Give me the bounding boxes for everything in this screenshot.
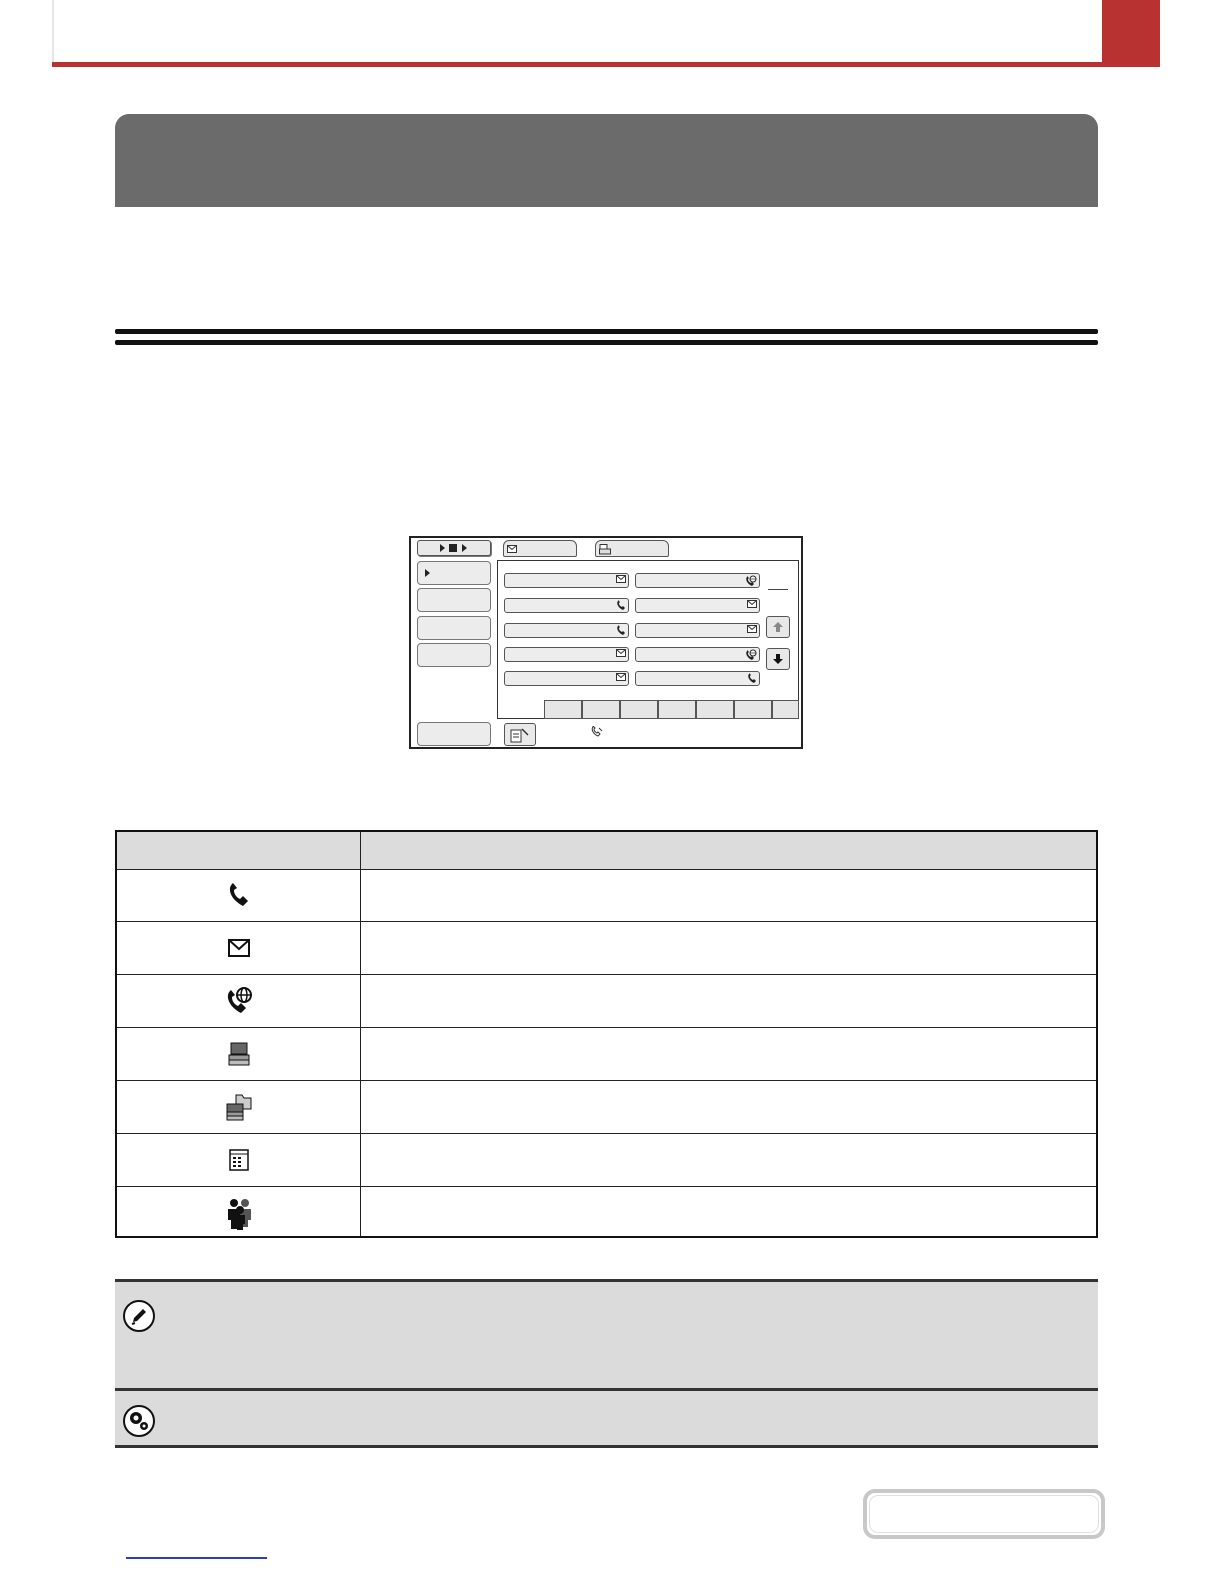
index-tab[interactable]	[696, 700, 734, 719]
address-entry[interactable]	[504, 573, 629, 588]
table-row	[117, 975, 1096, 1028]
phone-icon	[227, 882, 251, 908]
gear-icon	[123, 1405, 155, 1437]
address-icon-table	[115, 830, 1098, 1238]
left-tab-3[interactable]	[417, 616, 491, 640]
left-tab-1[interactable]	[417, 561, 491, 585]
selected-arrow-icon	[424, 568, 432, 578]
phone-icon	[747, 673, 757, 684]
left-tab-4[interactable]	[417, 643, 491, 667]
table-header	[117, 832, 1096, 870]
chapter-tab[interactable]	[1102, 0, 1160, 67]
table-row	[117, 1081, 1096, 1134]
index-tabs	[544, 700, 799, 719]
envelope-icon	[616, 575, 626, 584]
section-rule-bottom	[115, 340, 1098, 345]
envelope-icon	[616, 673, 626, 682]
scroll-up-button[interactable]	[766, 616, 790, 638]
play-stop-icon	[418, 541, 490, 555]
system-settings-box	[115, 1388, 1098, 1448]
up-arrow-icon	[772, 621, 784, 633]
address-entry[interactable]	[504, 647, 629, 662]
mode-switch-button[interactable]	[417, 540, 491, 556]
address-book-screen	[409, 536, 803, 749]
tab-fax-addresses[interactable]	[595, 540, 669, 557]
group-icon	[225, 1198, 253, 1230]
envelope-icon	[507, 545, 517, 553]
index-tab[interactable]	[734, 700, 772, 719]
table-row	[117, 922, 1096, 975]
index-tab[interactable]	[582, 700, 620, 719]
search-book-icon	[509, 726, 531, 744]
page-indicator-line	[768, 589, 788, 590]
table-row	[117, 1187, 1096, 1240]
header-rule	[52, 62, 1160, 67]
envelope-icon	[747, 600, 757, 609]
table-row	[117, 1028, 1096, 1081]
phone-icon	[616, 600, 626, 611]
index-tab[interactable]	[544, 700, 582, 719]
shared-folder-icon	[226, 1093, 252, 1121]
address-entry[interactable]	[504, 598, 629, 613]
contents-button[interactable]	[863, 1489, 1105, 1539]
page-header	[52, 0, 1104, 62]
address-entries-panel	[497, 560, 799, 719]
envelope-icon	[747, 625, 757, 634]
address-entry[interactable]	[504, 623, 629, 638]
fax-machine-icon	[599, 544, 611, 555]
index-tab[interactable]	[620, 700, 658, 719]
footer-link-underline[interactable]	[126, 1557, 267, 1559]
envelope-icon	[616, 649, 626, 658]
table-row	[117, 1134, 1096, 1187]
address-entry[interactable]	[635, 671, 760, 686]
tab-email-addresses[interactable]	[503, 540, 577, 557]
pencil-icon	[123, 1300, 155, 1332]
address-entry[interactable]	[635, 573, 760, 588]
table-row	[117, 869, 1096, 922]
section-rule-top	[115, 329, 1098, 334]
address-entry[interactable]	[635, 647, 760, 662]
phone-globe-icon	[745, 575, 757, 587]
address-entry[interactable]	[635, 598, 760, 613]
phone-icon	[616, 625, 626, 636]
global-address-search-button[interactable]	[504, 723, 536, 746]
index-tab[interactable]	[772, 700, 799, 719]
chapter-title-band	[115, 114, 1098, 207]
down-arrow-icon	[772, 653, 784, 665]
ftp-desktop-icon	[228, 1042, 250, 1066]
left-tab-2[interactable]	[417, 588, 491, 612]
address-entry[interactable]	[635, 623, 760, 638]
address-entry[interactable]	[504, 671, 629, 686]
note-box	[115, 1279, 1098, 1388]
phone-history-icon	[591, 726, 603, 738]
envelope-icon	[228, 939, 250, 957]
phone-globe-icon	[225, 986, 253, 1016]
phone-globe-icon	[745, 649, 757, 661]
scroll-down-button[interactable]	[766, 648, 790, 670]
address-book-icon	[229, 1149, 249, 1171]
index-tab[interactable]	[658, 700, 696, 719]
left-bottom-button[interactable]	[417, 722, 491, 746]
